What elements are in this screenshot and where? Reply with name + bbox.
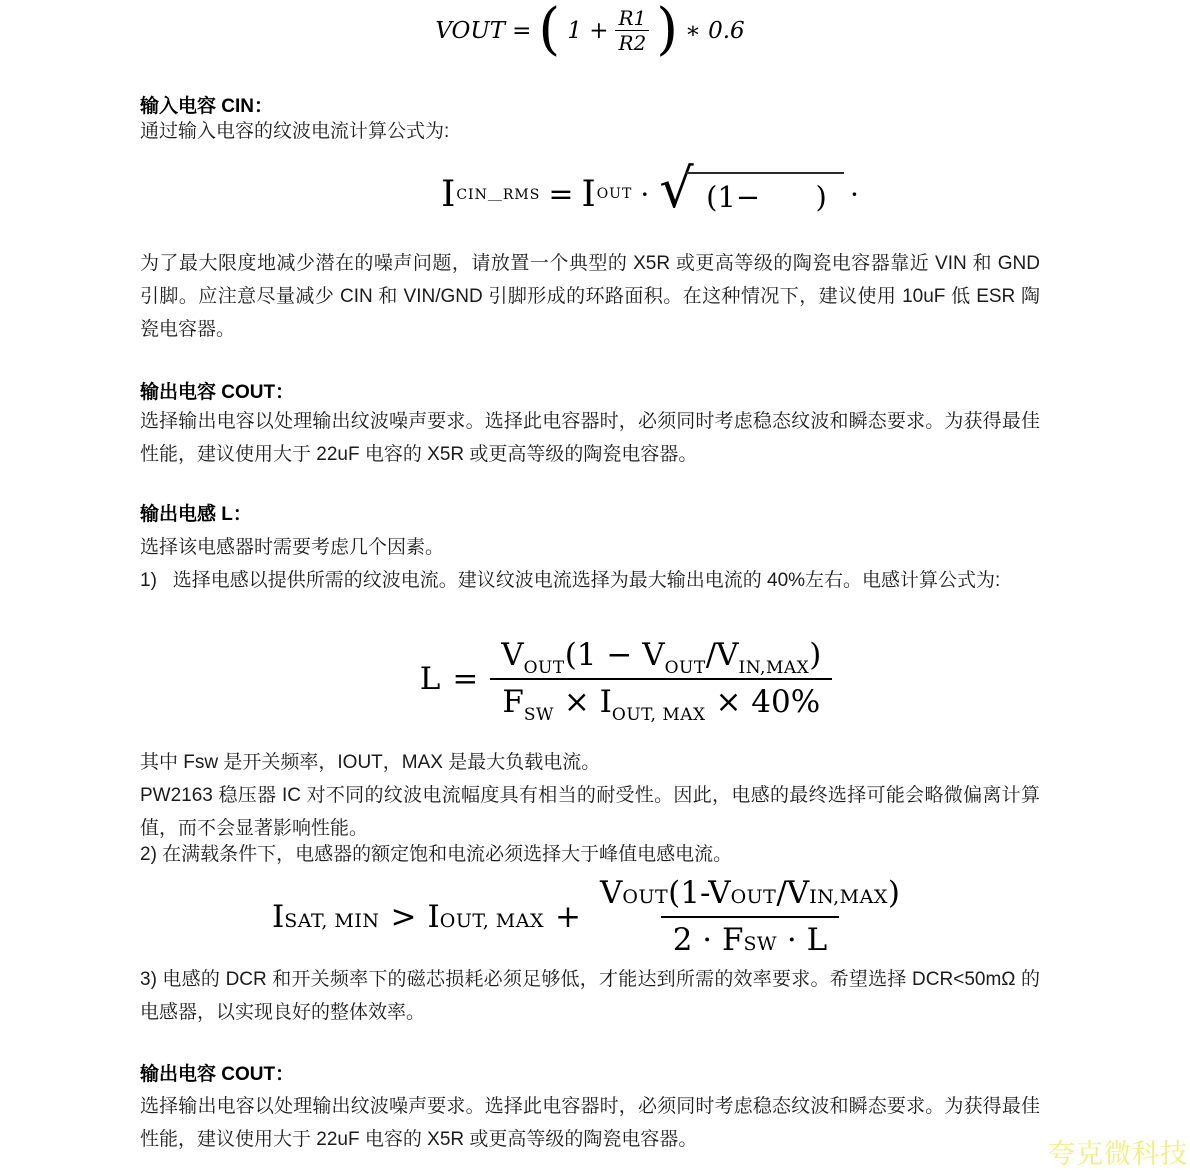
l-num-sub-out: OUT — [523, 658, 565, 678]
l-num-sub-inmax: IN,MAX — [738, 658, 810, 678]
cout2-paragraph: 选择输出电容以处理输出纹波噪声要求。选择此电容器时，必须同时考虑稳态纹波和瞬态要求。为获得最佳性能，建议使用大于 22uF 电容的 X5R 或更高等级的陶瓷电容器。 — [140, 1096, 1040, 1150]
l-num-slash-v: /V — [705, 637, 739, 673]
radicand: (1− ) — [686, 172, 844, 214]
heading-output-inductor: 输出电感 L： — [140, 504, 252, 525]
isat-i2-subscript: OUT, MAX — [439, 909, 545, 932]
watermark-logo-text: 夸克微科技 — [1048, 1139, 1188, 1169]
formula-isat — [140, 874, 1060, 960]
vout-fraction — [615, 6, 649, 55]
l-num-sub-out2: OUT — [664, 658, 706, 678]
isat-num-mid: (1-V — [668, 875, 731, 911]
l-fraction-denominator — [490, 678, 832, 725]
icin-equals: = — [548, 176, 574, 212]
isat-greater-than: > — [390, 898, 417, 935]
formula-icin-rms — [140, 157, 1100, 220]
heading-output-capacitor-1: 输出电容 COUT： — [140, 382, 295, 403]
inductor-intro-text: 选择该电感器时需要考虑几个因素。 — [140, 537, 445, 558]
cout1-paragraph: 选择输出电容以处理输出纹波噪声要求。选择此电容器时，必须同时考虑稳态纹波和瞬态要求。为获得最佳性能，建议使用大于 22uF 电容的 X5R 或更高等级的陶瓷电容器。 — [140, 411, 1040, 465]
vout-one-plus: 1 + — [567, 17, 609, 44]
isat-i1 — [272, 899, 380, 935]
icin-i2-subscript: OUT — [596, 186, 633, 202]
isat-num-sub-out2: OUT — [730, 886, 777, 908]
isat-den-l: · L — [777, 921, 828, 958]
l-den-times-i: × I — [553, 683, 612, 720]
icin-i1: I — [441, 173, 456, 215]
l-num-close: ) — [809, 637, 822, 673]
isat-fraction-denominator — [661, 916, 840, 960]
heading-output-capacitor-2: 输出电容 COUT： — [140, 1064, 295, 1085]
isat-num-close: ) — [887, 875, 900, 911]
l-den-sub-outmax: OUT, MAX — [611, 704, 706, 725]
vout-left-paren: ( — [538, 0, 561, 62]
isat-i1-letter: I — [272, 898, 285, 935]
heading-input-capacitor: 输入电容 CIN： — [140, 96, 274, 117]
radical-group — [659, 157, 844, 220]
inductor-item-2: 2) 在满载条件下，电感器的额定饱和电流必须选择大于峰值电感电流。 — [140, 844, 733, 865]
vout-right-paren: ) — [656, 0, 679, 62]
isat-num-slash-v: /V — [776, 875, 810, 911]
vout-fraction-numerator: R1 — [618, 6, 647, 30]
radical-sign: √ — [659, 157, 694, 220]
l-den-40pct: × 40% — [705, 683, 821, 720]
l-den-sub-sw: SW — [523, 704, 554, 725]
l-lhs: L — [419, 660, 441, 697]
isat-plus: + — [555, 898, 581, 935]
l-fraction — [490, 636, 832, 725]
inductor-item-1: 1) 选择电感以提供所需的纹波电流。建议纹波电流选择为最大输出电流的 40%左右。电感计算公式为: — [140, 570, 1001, 591]
l-equals: = — [452, 660, 479, 697]
icin-i2: I — [581, 173, 596, 215]
l-fraction-numerator — [493, 636, 829, 678]
isat-den-sub-sw: SW — [743, 932, 778, 955]
l-num-v: V — [501, 637, 524, 673]
inductor-note-1: 其中 Fsw 是开关频率，IOUT，MAX 是最大负载电流。 — [140, 752, 601, 773]
icin-i1-subscript: CIN＿RMS — [456, 187, 541, 203]
vout-equals: = — [512, 17, 532, 44]
inductor-note-2: PW2163 稳压器 IC 对不同的纹波电流幅度具有相当的耐受性。因此，电感的最终选择可能会略微偏离计算值，而不会显著影响性能。 — [140, 785, 1040, 839]
cin-intro-text: 通过输入电容的纹波电流计算公式为: — [140, 121, 450, 142]
vout-lhs: VOUT — [435, 17, 506, 44]
vout-fraction-denominator: R2 — [615, 30, 649, 55]
isat-fraction — [592, 874, 908, 960]
isat-i2 — [428, 899, 545, 935]
cin-paragraph: 为了最大限度地减少潜在的噪声问题，请放置一个典型的 X5R 或更高等级的陶瓷电容器靠近 VIN 和 GND 引脚。应注意尽量减少 CIN 和 VIN/GND 引脚形成的环路面积。在这种情况下，建议使用 10uF 低 ESR 陶瓷电容器。 — [140, 253, 1040, 340]
isat-i1-subscript: SAT, MIN — [284, 909, 380, 932]
vout-tail: ∗ 0.6 — [685, 17, 745, 44]
isat-fraction-numerator — [592, 874, 908, 916]
isat-den-2f: 2 · F — [672, 921, 744, 958]
l-den-f: F — [502, 683, 524, 720]
icin-trailing-dot: · — [849, 177, 859, 211]
isat-i2-letter: I — [427, 898, 440, 935]
formula-vout — [140, 0, 1040, 62]
isat-num-v: V — [600, 875, 623, 911]
isat-num-sub-inmax: IN,MAX — [809, 886, 888, 908]
formula-inductance — [140, 636, 1076, 725]
inductor-item-3: 3) 电感的 DCR 和开关频率下的磁芯损耗必须足够低，才能达到所需的效率要求。希望选择 DCR<50mΩ 的电感器，以实现良好的整体效率。 — [140, 969, 1040, 1023]
isat-num-sub-out: OUT — [622, 886, 669, 908]
l-num-mid: (1 − V — [564, 637, 665, 673]
icin-dot-operator: · — [640, 177, 650, 211]
